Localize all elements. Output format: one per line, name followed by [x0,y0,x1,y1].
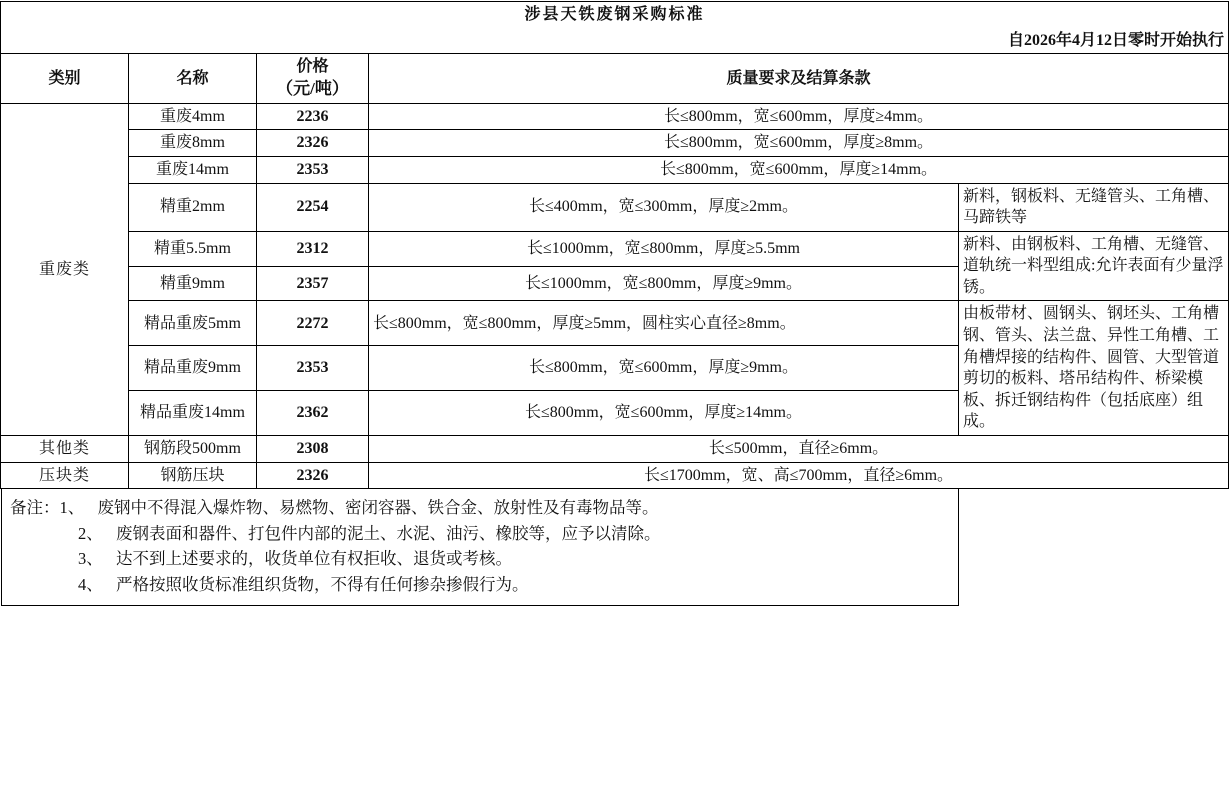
table-row [1,183,1229,231]
table-row [1,231,1229,266]
item-price: 2326 [257,462,369,489]
footnote-index: 1、 [59,498,85,518]
column-header-price [257,54,369,104]
table-row [1,156,1229,183]
footnote-text: 达不到上述要求的，收货单位有权拒收、退货或考核。 [116,549,512,569]
item-name: 精重5.5mm [129,231,257,266]
column-header-price-unit: （元/吨） [276,78,349,98]
item-price: 2357 [257,266,369,301]
item-spec: 长≤800mm，宽≤600mm，厚度≥14mm。 [369,391,959,436]
column-header-quality: 质量要求及结算条款 [369,54,1229,104]
item-name: 精重2mm [129,183,257,231]
column-header-category: 类别 [1,54,129,104]
item-price: 2353 [257,346,369,391]
category-briquette: 压块类 [1,462,129,489]
item-spec: 长≤800mm，宽≤600mm，厚度≥4mm。 [369,103,1229,130]
item-name: 精品重废5mm [129,301,257,346]
footnote-index: 2、 [78,523,103,543]
table-row [1,103,1229,130]
footnote-item [10,495,950,521]
material-note: 新料，钢板料、无缝管头、工角槽、马蹄铁等 [959,183,1229,231]
column-header-name: 名称 [129,54,257,104]
column-header-price-main: 价格 [296,58,329,76]
item-name: 重废8mm [129,130,257,157]
title-row [1,2,1229,28]
item-name: 重废14mm [129,156,257,183]
item-price: 2353 [257,156,369,183]
item-price: 2326 [257,130,369,157]
item-spec: 长≤800mm，宽≤600mm，厚度≥8mm。 [369,130,1229,157]
category-other: 其他类 [1,436,129,463]
table-row [1,130,1229,157]
footnote-item [10,546,950,572]
category-heavy-scrap: 重废类 [1,103,129,435]
subtitle-row [1,28,1229,54]
item-price: 2254 [257,183,369,231]
item-name: 精品重废9mm [129,346,257,391]
item-spec: 长≤500mm，直径≥6mm。 [369,436,1229,463]
footnote-text: 废钢中不得混入爆炸物、易燃物、密闭容器、铁合金、放射性及有毒物品等。 [97,498,659,518]
footnote-index: 4、 [78,574,103,594]
material-note: 由板带材、圆钢头、钢坯头、工角槽钢、管头、法兰盘、异性工角槽、工角槽焊接的结构件、圆管、大型管道剪切的板料、塔吊结构件、桥梁模板、拆迁钢结构件（包括底座）组成。 [959,301,1229,436]
item-name: 重废4mm [129,103,257,130]
table-row [1,436,1229,463]
item-spec: 长≤1000mm，宽≤800mm，厚度≥9mm。 [369,266,959,301]
footnote-item [10,521,950,547]
document-subtitle: 自2026年4月12日零时开始执行 [1,28,1229,54]
footnote-text: 废钢表面和器件、打包件内部的泥土、水泥、油污、橡胶等，应予以清除。 [116,523,661,543]
item-name: 钢筋压块 [129,462,257,489]
item-spec: 长≤1000mm，宽≤800mm，厚度≥5.5mm [369,231,959,266]
item-price: 2272 [257,301,369,346]
price-standard-table [0,1,1229,489]
table-row [1,301,1229,346]
document-title: 涉县天铁废钢采购标准 [1,2,1229,28]
item-name: 精品重废14mm [129,391,257,436]
item-price: 2312 [257,231,369,266]
footnote-text: 严格按照收货标准组织货物，不得有任何掺杂掺假行为。 [116,574,529,594]
item-name: 精重9mm [129,266,257,301]
item-price: 2308 [257,436,369,463]
table-row [1,462,1229,489]
item-spec: 长≤400mm，宽≤300mm，厚度≥2mm。 [369,183,959,231]
item-spec: 长≤800mm，宽≤800mm，厚度≥5mm，圆柱实心直径≥8mm。 [369,301,959,346]
material-note: 新料、由钢板料、工角槽、无缝管、道轨统一料型组成:允许表面有少量浮锈。 [959,231,1229,301]
item-spec: 长≤800mm，宽≤600mm，厚度≥14mm。 [369,156,1229,183]
item-spec: 长≤800mm，宽≤600mm，厚度≥9mm。 [369,346,959,391]
footnotes-label: 备注： [10,498,60,518]
footnotes [1,489,959,606]
header-row [1,54,1229,104]
item-price: 2236 [257,103,369,130]
item-name: 钢筋段500mm [129,436,257,463]
footnote-item [10,572,950,598]
price-standard-sheet [0,1,1225,793]
footnote-index: 3、 [78,549,103,569]
item-price: 2362 [257,391,369,436]
item-spec: 长≤1700mm，宽、高≤700mm，直径≥6mm。 [369,462,1229,489]
